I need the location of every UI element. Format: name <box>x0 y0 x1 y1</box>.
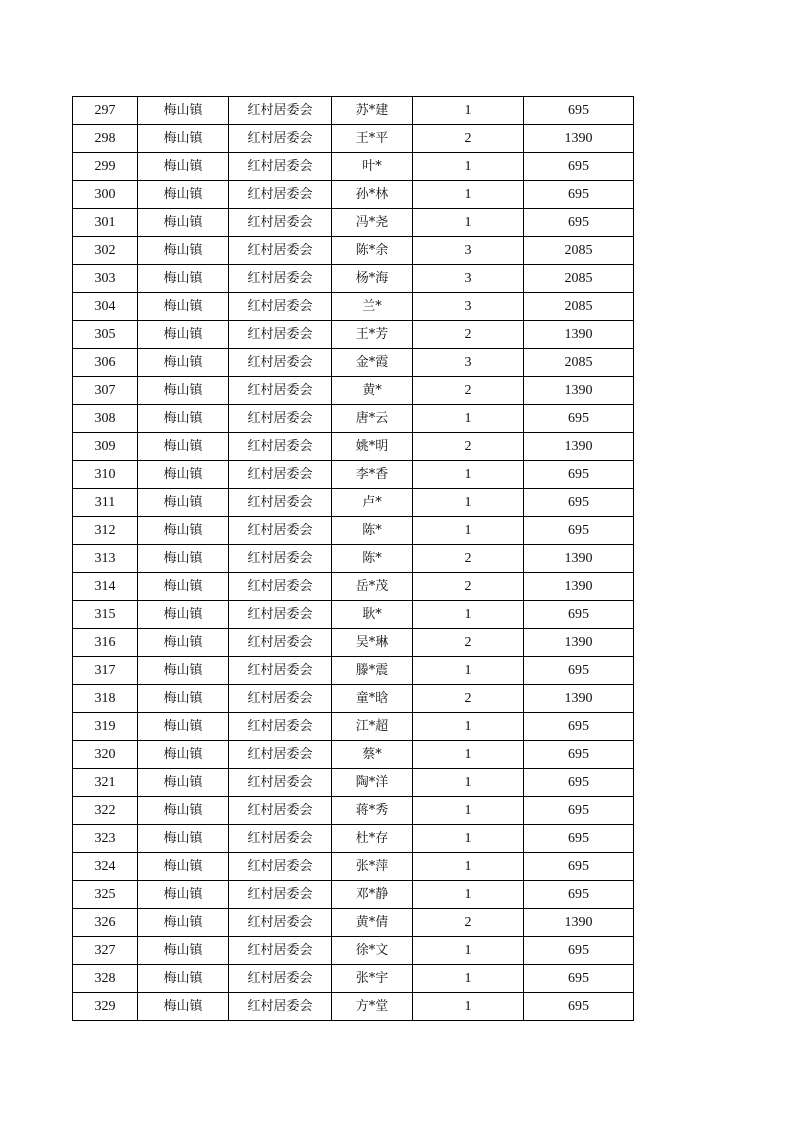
person-name-cell: 徐*文 <box>332 937 413 965</box>
table-row <box>73 97 634 125</box>
amount-cell: 695 <box>524 769 634 797</box>
person-name-cell: 陈*余 <box>332 237 413 265</box>
committee-cell: 红村居委会 <box>229 349 332 377</box>
amount-cell: 695 <box>524 517 634 545</box>
amount-cell: 2085 <box>524 265 634 293</box>
table-row <box>73 937 634 965</box>
table-row <box>73 853 634 881</box>
member-count-cell: 1 <box>413 181 524 209</box>
committee-cell: 红村居委会 <box>229 237 332 265</box>
person-name-cell: 吴*琳 <box>332 629 413 657</box>
table-row <box>73 545 634 573</box>
table-row <box>73 237 634 265</box>
town-cell: 梅山镇 <box>138 629 229 657</box>
committee-cell: 红村居委会 <box>229 377 332 405</box>
row-number-cell: 314 <box>73 573 138 601</box>
committee-cell: 红村居委会 <box>229 489 332 517</box>
row-number-cell: 297 <box>73 97 138 125</box>
person-name-cell: 岳*茂 <box>332 573 413 601</box>
amount-cell: 695 <box>524 741 634 769</box>
row-number-cell: 319 <box>73 713 138 741</box>
table-row <box>73 349 634 377</box>
table-row <box>73 517 634 545</box>
person-name-cell: 唐*云 <box>332 405 413 433</box>
town-cell: 梅山镇 <box>138 209 229 237</box>
amount-cell: 695 <box>524 937 634 965</box>
committee-cell: 红村居委会 <box>229 209 332 237</box>
town-cell: 梅山镇 <box>138 517 229 545</box>
town-cell: 梅山镇 <box>138 97 229 125</box>
row-number-cell: 306 <box>73 349 138 377</box>
person-name-cell: 滕*震 <box>332 657 413 685</box>
row-number-cell: 329 <box>73 993 138 1021</box>
member-count-cell: 2 <box>413 685 524 713</box>
table-row <box>73 489 634 517</box>
person-name-cell: 苏*建 <box>332 97 413 125</box>
town-cell: 梅山镇 <box>138 321 229 349</box>
committee-cell: 红村居委会 <box>229 97 332 125</box>
amount-cell: 695 <box>524 657 634 685</box>
person-name-cell: 黄*倩 <box>332 909 413 937</box>
table-row <box>73 461 634 489</box>
amount-cell: 1390 <box>524 573 634 601</box>
row-number-cell: 324 <box>73 853 138 881</box>
member-count-cell: 1 <box>413 489 524 517</box>
row-number-cell: 327 <box>73 937 138 965</box>
amount-cell: 695 <box>524 853 634 881</box>
person-name-cell: 李*香 <box>332 461 413 489</box>
committee-cell: 红村居委会 <box>229 965 332 993</box>
table-row <box>73 125 634 153</box>
person-name-cell: 蔡* <box>332 741 413 769</box>
committee-cell: 红村居委会 <box>229 853 332 881</box>
amount-cell: 1390 <box>524 909 634 937</box>
committee-cell: 红村居委会 <box>229 909 332 937</box>
row-number-cell: 303 <box>73 265 138 293</box>
amount-cell: 1390 <box>524 545 634 573</box>
person-name-cell: 王*平 <box>332 125 413 153</box>
amount-cell: 695 <box>524 713 634 741</box>
member-count-cell: 1 <box>413 825 524 853</box>
town-cell: 梅山镇 <box>138 993 229 1021</box>
person-name-cell: 孙*林 <box>332 181 413 209</box>
committee-cell: 红村居委会 <box>229 937 332 965</box>
member-count-cell: 3 <box>413 237 524 265</box>
table-row <box>73 265 634 293</box>
row-number-cell: 320 <box>73 741 138 769</box>
member-count-cell: 2 <box>413 321 524 349</box>
committee-cell: 红村居委会 <box>229 629 332 657</box>
committee-cell: 红村居委会 <box>229 321 332 349</box>
town-cell: 梅山镇 <box>138 293 229 321</box>
town-cell: 梅山镇 <box>138 909 229 937</box>
member-count-cell: 1 <box>413 769 524 797</box>
person-name-cell: 姚*明 <box>332 433 413 461</box>
town-cell: 梅山镇 <box>138 825 229 853</box>
committee-cell: 红村居委会 <box>229 713 332 741</box>
table-row <box>73 741 634 769</box>
town-cell: 梅山镇 <box>138 713 229 741</box>
member-count-cell: 1 <box>413 461 524 489</box>
person-name-cell: 邓*静 <box>332 881 413 909</box>
town-cell: 梅山镇 <box>138 881 229 909</box>
amount-cell: 695 <box>524 825 634 853</box>
person-name-cell: 陈* <box>332 545 413 573</box>
amount-cell: 2085 <box>524 349 634 377</box>
person-name-cell: 蒋*秀 <box>332 797 413 825</box>
member-count-cell: 1 <box>413 993 524 1021</box>
town-cell: 梅山镇 <box>138 489 229 517</box>
row-number-cell: 310 <box>73 461 138 489</box>
person-name-cell: 童*晗 <box>332 685 413 713</box>
member-count-cell: 2 <box>413 433 524 461</box>
town-cell: 梅山镇 <box>138 377 229 405</box>
row-number-cell: 328 <box>73 965 138 993</box>
table-row <box>73 657 634 685</box>
amount-cell: 1390 <box>524 125 634 153</box>
person-name-cell: 杨*海 <box>332 265 413 293</box>
row-number-cell: 322 <box>73 797 138 825</box>
person-name-cell: 张*宇 <box>332 965 413 993</box>
table-row <box>73 881 634 909</box>
row-number-cell: 321 <box>73 769 138 797</box>
town-cell: 梅山镇 <box>138 685 229 713</box>
committee-cell: 红村居委会 <box>229 293 332 321</box>
amount-cell: 2085 <box>524 293 634 321</box>
row-number-cell: 304 <box>73 293 138 321</box>
town-cell: 梅山镇 <box>138 853 229 881</box>
town-cell: 梅山镇 <box>138 405 229 433</box>
row-number-cell: 318 <box>73 685 138 713</box>
person-name-cell: 冯*尧 <box>332 209 413 237</box>
person-name-cell: 黄* <box>332 377 413 405</box>
amount-cell: 2085 <box>524 237 634 265</box>
town-cell: 梅山镇 <box>138 461 229 489</box>
table-row <box>73 377 634 405</box>
member-count-cell: 1 <box>413 209 524 237</box>
row-number-cell: 313 <box>73 545 138 573</box>
member-count-cell: 1 <box>413 405 524 433</box>
person-name-cell: 方*堂 <box>332 993 413 1021</box>
member-count-cell: 1 <box>413 741 524 769</box>
row-number-cell: 309 <box>73 433 138 461</box>
committee-cell: 红村居委会 <box>229 769 332 797</box>
committee-cell: 红村居委会 <box>229 881 332 909</box>
row-number-cell: 298 <box>73 125 138 153</box>
person-name-cell: 陈* <box>332 517 413 545</box>
member-count-cell: 1 <box>413 97 524 125</box>
member-count-cell: 2 <box>413 545 524 573</box>
member-count-cell: 3 <box>413 265 524 293</box>
table-row <box>73 713 634 741</box>
row-number-cell: 316 <box>73 629 138 657</box>
table-row <box>73 685 634 713</box>
amount-cell: 695 <box>524 489 634 517</box>
town-cell: 梅山镇 <box>138 125 229 153</box>
table-row <box>73 825 634 853</box>
member-count-cell: 1 <box>413 881 524 909</box>
committee-cell: 红村居委会 <box>229 461 332 489</box>
row-number-cell: 311 <box>73 489 138 517</box>
person-name-cell: 王*芳 <box>332 321 413 349</box>
table-row <box>73 601 634 629</box>
table-row <box>73 153 634 181</box>
amount-cell: 695 <box>524 209 634 237</box>
amount-cell: 695 <box>524 153 634 181</box>
committee-cell: 红村居委会 <box>229 125 332 153</box>
person-name-cell: 耿* <box>332 601 413 629</box>
person-name-cell: 张*萍 <box>332 853 413 881</box>
committee-cell: 红村居委会 <box>229 601 332 629</box>
member-count-cell: 3 <box>413 293 524 321</box>
member-count-cell: 2 <box>413 629 524 657</box>
town-cell: 梅山镇 <box>138 349 229 377</box>
person-name-cell: 杜*存 <box>332 825 413 853</box>
table-row <box>73 433 634 461</box>
amount-cell: 695 <box>524 965 634 993</box>
town-cell: 梅山镇 <box>138 237 229 265</box>
row-number-cell: 299 <box>73 153 138 181</box>
amount-cell: 1390 <box>524 321 634 349</box>
row-number-cell: 317 <box>73 657 138 685</box>
table-row <box>73 769 634 797</box>
amount-cell: 695 <box>524 97 634 125</box>
member-count-cell: 2 <box>413 909 524 937</box>
table-row <box>73 405 634 433</box>
town-cell: 梅山镇 <box>138 657 229 685</box>
town-cell: 梅山镇 <box>138 545 229 573</box>
row-number-cell: 325 <box>73 881 138 909</box>
person-name-cell: 江*超 <box>332 713 413 741</box>
amount-cell: 695 <box>524 993 634 1021</box>
member-count-cell: 2 <box>413 377 524 405</box>
person-name-cell: 兰* <box>332 293 413 321</box>
town-cell: 梅山镇 <box>138 433 229 461</box>
member-count-cell: 2 <box>413 573 524 601</box>
household-table-body <box>73 97 634 1021</box>
committee-cell: 红村居委会 <box>229 153 332 181</box>
committee-cell: 红村居委会 <box>229 573 332 601</box>
table-row <box>73 965 634 993</box>
amount-cell: 695 <box>524 601 634 629</box>
table-row <box>73 629 634 657</box>
committee-cell: 红村居委会 <box>229 797 332 825</box>
row-number-cell: 308 <box>73 405 138 433</box>
row-number-cell: 302 <box>73 237 138 265</box>
row-number-cell: 301 <box>73 209 138 237</box>
town-cell: 梅山镇 <box>138 601 229 629</box>
town-cell: 梅山镇 <box>138 153 229 181</box>
row-number-cell: 305 <box>73 321 138 349</box>
member-count-cell: 1 <box>413 601 524 629</box>
table-row <box>73 573 634 601</box>
member-count-cell: 1 <box>413 937 524 965</box>
committee-cell: 红村居委会 <box>229 825 332 853</box>
table-row <box>73 321 634 349</box>
committee-cell: 红村居委会 <box>229 993 332 1021</box>
committee-cell: 红村居委会 <box>229 685 332 713</box>
household-table <box>72 96 634 1021</box>
table-row <box>73 209 634 237</box>
amount-cell: 1390 <box>524 377 634 405</box>
table-row <box>73 797 634 825</box>
person-name-cell: 卢* <box>332 489 413 517</box>
committee-cell: 红村居委会 <box>229 741 332 769</box>
committee-cell: 红村居委会 <box>229 405 332 433</box>
town-cell: 梅山镇 <box>138 265 229 293</box>
committee-cell: 红村居委会 <box>229 517 332 545</box>
member-count-cell: 2 <box>413 125 524 153</box>
amount-cell: 695 <box>524 797 634 825</box>
member-count-cell: 1 <box>413 517 524 545</box>
town-cell: 梅山镇 <box>138 573 229 601</box>
row-number-cell: 312 <box>73 517 138 545</box>
committee-cell: 红村居委会 <box>229 181 332 209</box>
committee-cell: 红村居委会 <box>229 433 332 461</box>
row-number-cell: 307 <box>73 377 138 405</box>
committee-cell: 红村居委会 <box>229 657 332 685</box>
committee-cell: 红村居委会 <box>229 545 332 573</box>
town-cell: 梅山镇 <box>138 965 229 993</box>
person-name-cell: 金*霞 <box>332 349 413 377</box>
table-row <box>73 293 634 321</box>
member-count-cell: 3 <box>413 349 524 377</box>
town-cell: 梅山镇 <box>138 937 229 965</box>
table-row <box>73 909 634 937</box>
table-row <box>73 993 634 1021</box>
member-count-cell: 1 <box>413 797 524 825</box>
row-number-cell: 315 <box>73 601 138 629</box>
town-cell: 梅山镇 <box>138 741 229 769</box>
amount-cell: 1390 <box>524 433 634 461</box>
table-row <box>73 181 634 209</box>
town-cell: 梅山镇 <box>138 797 229 825</box>
town-cell: 梅山镇 <box>138 769 229 797</box>
row-number-cell: 323 <box>73 825 138 853</box>
amount-cell: 1390 <box>524 685 634 713</box>
row-number-cell: 300 <box>73 181 138 209</box>
person-name-cell: 陶*洋 <box>332 769 413 797</box>
amount-cell: 695 <box>524 405 634 433</box>
town-cell: 梅山镇 <box>138 181 229 209</box>
member-count-cell: 1 <box>413 713 524 741</box>
amount-cell: 695 <box>524 461 634 489</box>
amount-cell: 1390 <box>524 629 634 657</box>
amount-cell: 695 <box>524 881 634 909</box>
member-count-cell: 1 <box>413 853 524 881</box>
member-count-cell: 1 <box>413 657 524 685</box>
member-count-cell: 1 <box>413 153 524 181</box>
row-number-cell: 326 <box>73 909 138 937</box>
member-count-cell: 1 <box>413 965 524 993</box>
committee-cell: 红村居委会 <box>229 265 332 293</box>
person-name-cell: 叶* <box>332 153 413 181</box>
amount-cell: 695 <box>524 181 634 209</box>
